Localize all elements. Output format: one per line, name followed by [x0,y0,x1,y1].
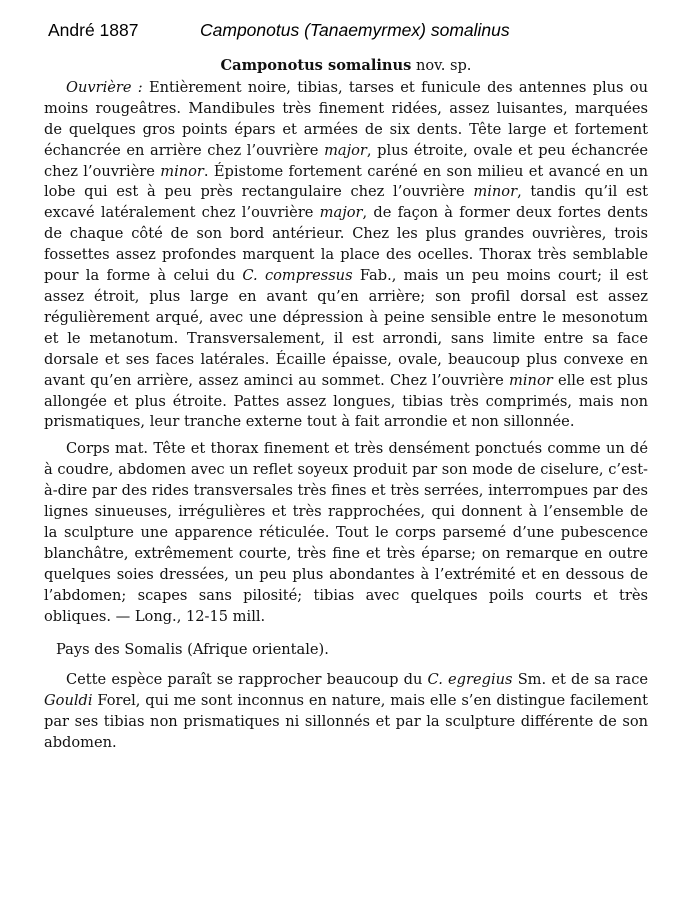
paragraph-description [44,78,648,433]
paragraph-sculpture: Corps mat. Tête et thorax finement et très densément ponctués comme un dé à coudre, abdomen avec un reflet soyeux produit par son mode de ciselure, c’est-à-dire par des rides transversales très fines et très serrées, interrompues par des lignes sinueuses, irrégulières et très rapprochées, qui donnent à l’ensemble de la sculpture une apparence réticulée. Tout le corps parsemé d’une pubescence blanchâtre, extrêmement courte, très fine et très éparse; on remarque en outre quelques soies dressées, un peu plus abondantes à l’extrémité et en dessous de l’abdomen; scapes sans pilosité; tibias avec quelques poils courts et très obliques. — Long., 12-15 mill. [44,440,648,625]
text-run: Sm. et de sa race [517,671,649,689]
text-run: Cette espèce paraît se rapprocher beaucoup du [66,671,423,689]
taxon-name: Camponotus (Tanaemyrmex) somalinus [200,20,510,40]
italic-term: major [319,204,363,222]
text-run: Fab., mais un peu moins court; il est assez étroit, plus large en avant qu’en arrière; son profil dorsal est assez régulièrement arqué, avec une dépression à peine sensible entre le mesonotum et le metanotum. Transversalement, il est arrondi, sans limite entre sa face dorsale et ses faces latérales. Écaille épaisse, ovale, beaucoup plus convexe en avant qu’en arrière, assez aminci au sommet. Chez l’ouvrière [44,267,649,389]
paragraph-locality: Pays des Somalis (Afrique orientale). [56,641,329,659]
paragraph-remarks [44,670,648,754]
italic-term: minor [160,162,204,180]
species-title-name: Camponotus somalinus [220,57,412,74]
caste-label: Ouvrière : [66,78,143,96]
text-run: Entièrement noire, tibias, tarses et funicule des antennes plus ou moins rougeâtres. Mandibules très finement ridées, assez luisantes, marquées de quelques gros points épars et armées de six dents. Tête large et fortement échancrée en arrière chez l’ouvrière [44,78,648,159]
text-run: Forel, qui me sont inconnus en nature, mais elle s’en distingue facilement par ses tibias non prismatiques ni sillonnés et par la sculpture différente de son abdomen. [44,692,649,752]
text-run: , plus étroite, ovale et peu échancrée chez l’ouvrière [44,141,649,180]
text-run: elle est plus allongée et plus étroite. Pattes assez longues, tibias très comprimés, mais non prismatiques, leur tranche externe tout à fait arrondie et non sillonnée. [44,371,649,431]
italic-term: minor [509,371,553,389]
italic-term: C. compressus [242,267,353,285]
page-header [48,20,648,44]
document-body [44,56,648,754]
italic-term: major [324,141,367,159]
text-run: , de façon à former deux fortes dents de chaque côté de son bord antérieur. Chez les plus grandes ouvrières, trois fossettes assez profondes marquent la place des ocelles. Thorax très semblable pour la forme à celui du [44,204,648,285]
italic-term: minor [473,183,518,201]
species-title-suffix: nov. sp. [416,57,472,74]
italic-term: Gouldi [44,692,93,710]
author-year: André 1887 [48,20,139,40]
italic-term: C. egregius [427,671,513,689]
text-run: . Épistome fortement caréné en son milieu et avancé en un lobe qui est à peu près rectangulaire chez l’ouvrière [44,162,648,201]
text-run: , tandis qu’il est excavé latéralement chez l’ouvrière [44,183,649,222]
species-title [44,56,648,77]
